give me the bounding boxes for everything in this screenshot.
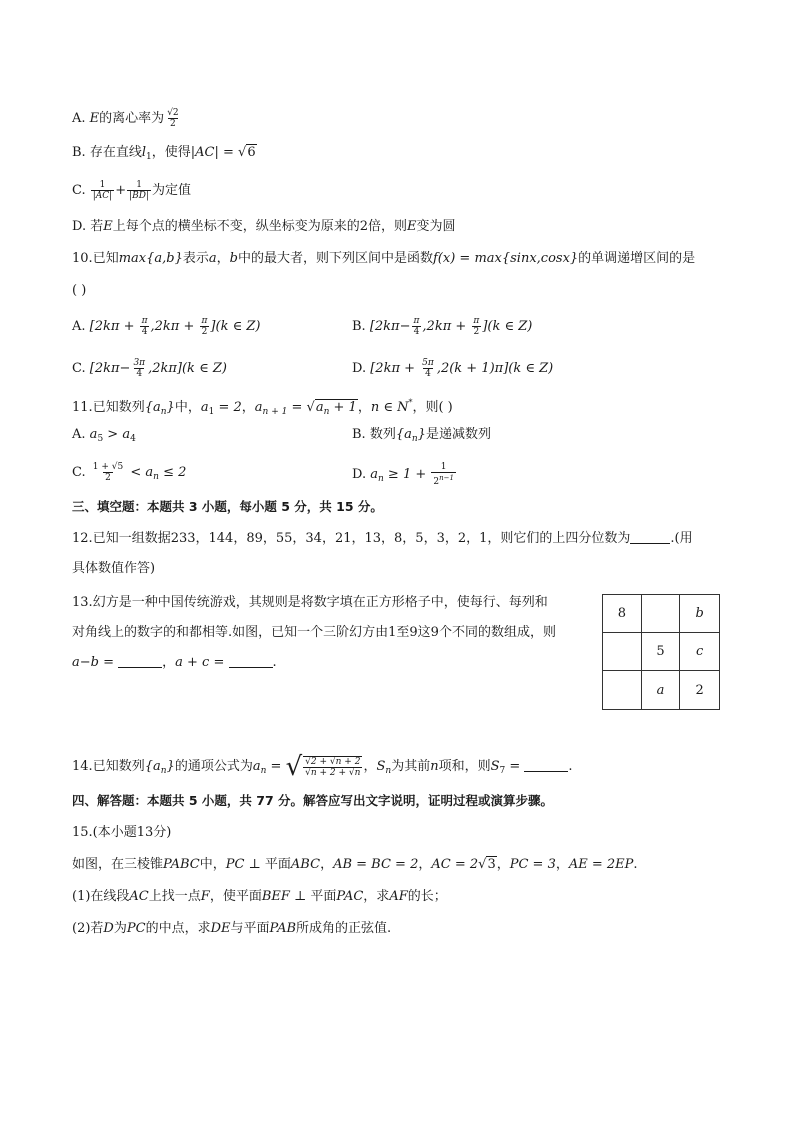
math-expr: PC = 3 xyxy=(509,857,556,872)
frac-den: 4 xyxy=(136,369,143,379)
math-a: a xyxy=(252,759,261,774)
sqrt-icon: √ xyxy=(478,857,487,872)
q9-option-c xyxy=(72,180,191,201)
subscript: n xyxy=(378,474,384,484)
question-number: 11. xyxy=(72,400,93,415)
math-expr: < a xyxy=(126,465,154,480)
subscript: 7 xyxy=(499,766,506,776)
math-expr: [2kπ− xyxy=(369,319,411,334)
math-an1: a xyxy=(254,400,263,415)
stem-text: ，则( ) xyxy=(412,400,453,415)
q13-line2: 对角线上的数字的和都相等.如图，已知一个三阶幻方由1至9这9个不同的数组成，则 xyxy=(72,625,556,640)
part-text: (1)在线段 xyxy=(72,889,130,904)
q12-line2: 具体数值作答) xyxy=(72,561,156,576)
q11-option-a xyxy=(72,426,136,448)
section-four-title: 四、解答题：本题共 5 小题，共 77 分。解答应写出文字说明，证明过程或演算步骤。 xyxy=(72,793,554,808)
math-a: a xyxy=(370,467,378,482)
part-text: 为 xyxy=(113,921,127,936)
q10-option-d xyxy=(352,358,553,379)
q13-line3 xyxy=(72,654,277,672)
math-expr: ](k ∈ Z) xyxy=(210,319,261,334)
subscript: n xyxy=(160,766,167,776)
answer-blank[interactable] xyxy=(229,655,273,668)
q10-paren xyxy=(72,282,86,300)
math-max: max{a,b} xyxy=(118,251,183,266)
answer-blank[interactable] xyxy=(630,531,670,544)
option-text: 若 xyxy=(90,219,104,234)
frac-num: √2 + √n + 2 xyxy=(305,756,361,767)
part-text: (2)若 xyxy=(72,921,104,936)
frac-den: 2 xyxy=(473,327,480,337)
math-a1: a xyxy=(200,400,209,415)
frac-num: 1 xyxy=(136,180,142,190)
separator: ， xyxy=(162,655,176,670)
fraction xyxy=(471,316,481,337)
stem-text: ， xyxy=(418,857,432,872)
math-abc: ABC xyxy=(290,857,321,872)
math-expr: ,2kπ + xyxy=(422,319,471,334)
q10-stem xyxy=(72,250,695,268)
fraction xyxy=(91,462,125,483)
radicand-a: a xyxy=(315,400,324,415)
math-expr: ,2kπ](k ∈ Z) xyxy=(148,361,227,376)
stem-text: 平面 xyxy=(264,857,291,872)
math-ac: AC xyxy=(129,889,149,904)
stem-text: ， xyxy=(357,400,371,415)
stem-text: 中， xyxy=(199,857,226,872)
option-text: 是递减数列 xyxy=(425,427,491,442)
math-seq: } xyxy=(166,400,175,415)
option-text: 数列 xyxy=(369,427,396,442)
frac-num: 1 + √5 xyxy=(92,462,124,472)
fraction xyxy=(140,316,150,337)
frac-num: π xyxy=(473,316,480,326)
option-text: 上每个点的横坐标不变，纵坐标变为原来的2倍，则 xyxy=(112,219,408,234)
math-e: E xyxy=(89,111,100,126)
stem-text: ， xyxy=(320,857,334,872)
math-expr: > a xyxy=(103,427,131,442)
frac-num: π xyxy=(141,316,148,326)
subscript: n xyxy=(385,766,392,776)
q10-option-b xyxy=(352,316,532,337)
math-seq: {a xyxy=(144,759,161,774)
subscript: n xyxy=(260,766,267,776)
frac-den: 2 xyxy=(170,119,176,129)
frac-den xyxy=(431,472,456,487)
subscript: 5 xyxy=(97,434,104,444)
math-seq: {a xyxy=(144,400,161,415)
math-expr: a−b = xyxy=(72,655,119,670)
frac-den-base: 2 xyxy=(433,477,440,487)
math-s: S xyxy=(490,759,500,774)
math-expr: [2kπ + xyxy=(370,361,420,376)
math-e: E xyxy=(407,219,417,234)
question-number: 14. xyxy=(72,759,93,774)
answer-blank[interactable] xyxy=(118,655,162,668)
math-expr: = xyxy=(287,400,307,415)
option-label: D. xyxy=(352,467,367,482)
period: . xyxy=(272,655,277,670)
frac-num: 1 xyxy=(440,462,447,472)
subscript: n xyxy=(411,434,418,444)
option-label: A. xyxy=(72,427,86,442)
math-a: a xyxy=(89,427,98,442)
q15-part1 xyxy=(72,888,447,906)
math-n: n xyxy=(430,759,439,774)
stem-text: 幻方是一种中国传统游戏，其规则是将数字填在正方形格子中，使每行、每列和 xyxy=(92,595,548,610)
q11-option-c xyxy=(72,462,186,486)
math-expr: AB = BC = 2 xyxy=(333,857,419,872)
math-de: DE xyxy=(210,921,231,936)
stem-text: 如图，在三棱锥 xyxy=(72,857,164,872)
stem-text: 已知 xyxy=(92,251,119,266)
sqrt-icon: √ xyxy=(238,145,247,160)
sqrt-fraction xyxy=(285,751,364,782)
stem-text: ， xyxy=(496,857,510,872)
math-function: f(x) = max{sinx,cosx} xyxy=(433,251,579,266)
math-s: S xyxy=(376,759,386,774)
option-label: B. xyxy=(352,319,366,334)
radicand xyxy=(315,399,358,415)
stem-text: 表示 xyxy=(182,251,209,266)
frac-den: 2 xyxy=(201,327,208,337)
math-expr: ≥ 1 + xyxy=(383,467,431,482)
option-text: 为定值 xyxy=(152,183,192,198)
q10-option-a xyxy=(72,316,260,337)
part-text: 与平面 xyxy=(230,921,270,936)
option-label: C. xyxy=(72,361,86,376)
frac-den: 4 xyxy=(425,369,431,379)
frac-num: √2 xyxy=(167,108,179,118)
magic-square-cell: 5 xyxy=(642,633,681,671)
math-expr: ,2(k + 1)π](k ∈ Z) xyxy=(436,361,554,376)
stem-text: 中的最大者，则下列区间中是函数 xyxy=(237,251,433,266)
option-text: ，使得 xyxy=(151,145,191,160)
frac-num: 1 xyxy=(99,180,106,190)
subscript: 1 xyxy=(208,407,215,417)
q9-option-d xyxy=(72,218,456,236)
math-a: a xyxy=(208,251,217,266)
stem-text: 项和，则 xyxy=(438,759,491,774)
superscript: * xyxy=(408,398,413,407)
radicand-rest: + 1 xyxy=(329,400,357,415)
q14-stem xyxy=(72,752,573,786)
math-seq: } xyxy=(417,427,426,442)
fraction xyxy=(165,108,180,129)
q15-part2 xyxy=(72,920,391,938)
frac-num: 3π xyxy=(133,358,146,368)
stem-text: 已知数列 xyxy=(92,759,145,774)
frac-den: 2 xyxy=(105,473,111,483)
sqrt-icon: √ xyxy=(285,751,303,782)
option-label: D. xyxy=(352,361,367,376)
math-expr: = xyxy=(505,759,525,774)
magic-square-cell: a xyxy=(642,671,681,709)
fraction xyxy=(412,316,422,337)
frac-den: |BD| xyxy=(129,191,150,201)
magic-square-cell xyxy=(603,633,642,671)
magic-square-cell: 8 xyxy=(603,595,642,633)
stem-text: ， xyxy=(555,857,569,872)
q10-option-c xyxy=(72,358,227,379)
frac-num: π xyxy=(413,316,420,326)
fraction xyxy=(91,180,114,201)
math-l: l xyxy=(141,145,147,160)
math-seq: {a xyxy=(395,427,412,442)
option-label: D. xyxy=(72,219,87,234)
fraction xyxy=(200,316,210,337)
math-expr: |AC| = xyxy=(190,145,239,160)
math-expr: a + c = xyxy=(175,655,229,670)
subscript: n xyxy=(160,407,167,417)
math-expr: ](k ∈ Z) xyxy=(482,319,533,334)
math-expr: BEF ⊥ xyxy=(261,889,311,904)
stem-text: ， xyxy=(363,759,377,774)
part-text: ，使平面 xyxy=(209,889,262,904)
math-expr: ≤ 2 xyxy=(158,465,187,480)
math-expr: AE = 2EP xyxy=(568,857,634,872)
stem-text: 已知一组数据233，144，89，55，34，21，13，8，5，3，2，1，则它们的上四分位数为 xyxy=(92,531,631,546)
sqrt-icon: √ xyxy=(306,400,315,415)
stem-text: ， xyxy=(241,400,255,415)
answer-blank[interactable] xyxy=(524,759,568,772)
math-b: b xyxy=(229,251,238,266)
stem-text: 的通项公式为 xyxy=(174,759,253,774)
frac-den: √n + 2 + √n xyxy=(305,767,361,778)
math-expr: = xyxy=(266,759,286,774)
option-label: A. xyxy=(72,319,86,334)
frac-den: 4 xyxy=(413,327,420,337)
part-text: 上找一点 xyxy=(148,889,201,904)
math-expr: = 2 xyxy=(214,400,242,415)
stem-text: 为其前 xyxy=(391,759,431,774)
subscript: 1 xyxy=(146,152,152,162)
math-pac: PAC xyxy=(336,889,364,904)
question-number: 12. xyxy=(72,531,93,546)
question-number: 10. xyxy=(72,251,93,266)
q11-option-b xyxy=(352,426,491,448)
option-text: 变为圆 xyxy=(416,219,456,234)
radicand: 6 xyxy=(247,145,256,160)
math-pab: PAB xyxy=(269,921,297,936)
option-label: A. xyxy=(72,111,86,126)
math-af: AF xyxy=(389,889,408,904)
magic-square-cell xyxy=(603,671,642,709)
subscript: 4 xyxy=(130,434,136,444)
answer-paren: ( ) xyxy=(72,283,87,298)
fraction xyxy=(127,180,151,201)
math-pc: PC xyxy=(126,921,146,936)
part-text: 的长； xyxy=(407,889,447,904)
stem-text: ， xyxy=(216,251,230,266)
subscript: n xyxy=(153,472,159,482)
section-three-title: 三、填空题：本题共 3 小题，每小题 5 分，共 15 分。 xyxy=(72,499,383,514)
superscript: n−1 xyxy=(439,474,454,482)
option-label: B. xyxy=(352,427,366,442)
part-text: 平面 xyxy=(310,889,337,904)
period: . xyxy=(568,759,573,774)
frac-num: π xyxy=(201,316,208,326)
magic-square xyxy=(602,594,720,710)
q11-option-d xyxy=(352,462,457,488)
q9-option-a xyxy=(72,108,182,129)
plus-sign: + xyxy=(115,183,127,198)
math-e: E xyxy=(103,219,113,234)
fraction xyxy=(303,756,362,778)
frac-den: |AC| xyxy=(92,191,113,201)
stem-text: .(用 xyxy=(670,531,693,546)
math-f: F xyxy=(200,889,210,904)
stem-text: 已知数列 xyxy=(92,400,145,415)
part-text: 的中点，求 xyxy=(145,921,211,936)
fraction xyxy=(131,358,147,379)
question-number: 13. xyxy=(72,595,93,610)
q13-stem xyxy=(72,594,548,612)
stem-text: 中， xyxy=(174,400,201,415)
radicand: 3 xyxy=(487,857,496,872)
subscript: n + 1 xyxy=(262,407,288,417)
option-label: B. xyxy=(72,145,86,160)
math-expr: [2kπ− xyxy=(89,361,131,376)
fraction xyxy=(431,462,456,487)
frac-num: 5π xyxy=(422,358,434,368)
option-text: 存在直线 xyxy=(89,145,142,160)
option-label: C. xyxy=(72,183,86,198)
part-text: 所成角的正弦值. xyxy=(296,921,392,936)
period: . xyxy=(633,857,638,872)
math-expr: AC = 2 xyxy=(431,857,479,872)
magic-square-cell xyxy=(642,595,681,633)
math-expr: PC ⊥ xyxy=(225,857,265,872)
math-expr: [2kπ + xyxy=(89,319,139,334)
stem-text: 的单调递增区间的是 xyxy=(578,251,696,266)
magic-square-cell: 2 xyxy=(695,682,704,698)
part-text: ，求 xyxy=(363,889,390,904)
q15-header: 15.(本小题13分) xyxy=(72,825,172,840)
q11-stem xyxy=(72,394,453,421)
math-seq: } xyxy=(166,759,175,774)
magic-square-cell: b xyxy=(680,595,719,633)
math-pabc: PABC xyxy=(163,857,200,872)
fraction xyxy=(420,358,436,379)
option-text: 的离心率为 xyxy=(99,111,165,126)
q12-stem xyxy=(72,530,693,548)
q15-stem xyxy=(72,856,638,874)
q9-option-b xyxy=(72,144,257,166)
frac-den: 4 xyxy=(141,327,148,337)
option-label: C. xyxy=(72,465,86,480)
math-d: D xyxy=(103,921,114,936)
subscript: n xyxy=(323,407,330,417)
math-expr: ,2kπ + xyxy=(150,319,199,334)
math-n: n ∈ N xyxy=(370,400,409,415)
magic-square-cell: c xyxy=(680,633,719,671)
